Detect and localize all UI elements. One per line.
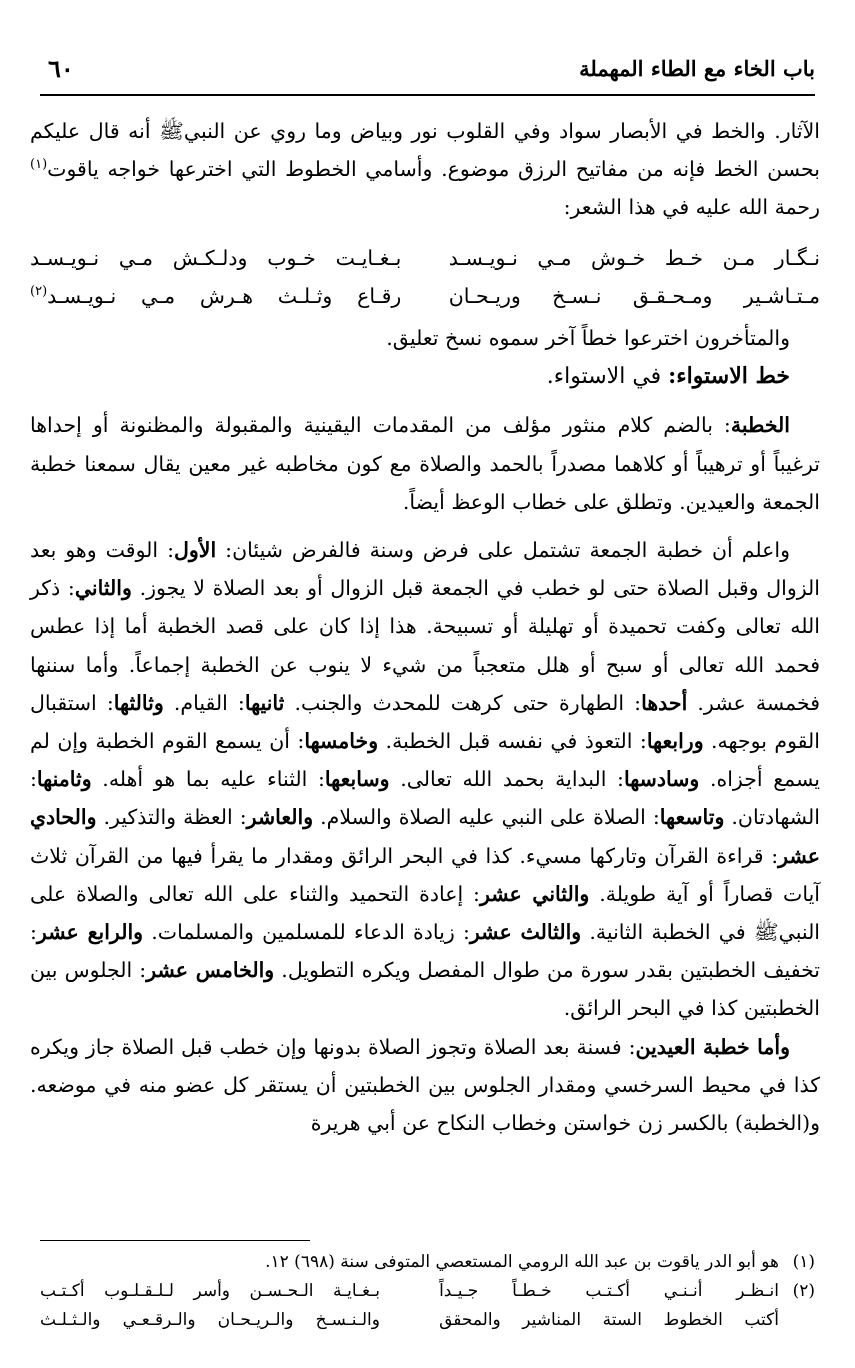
verse-hemistich-right: نـگـار مـن خـط خـوش مـي نـويـسـد <box>448 245 820 270</box>
verse-block <box>30 239 820 315</box>
entry-khutbat-al-eidayn: وأما خطبة العيدين: فسنة بعد الصلاة وتجوز الصلاة بدونها وإن خطب قبل الصلاة جاز ويكره كذا في محيط السرخسي ومقدار الجلوس بين الخطبتين أن يستقر كل عضو منه في موضعه. و(الخطبة) بالكسر زن خواستن وخطاب النكاح عن أبي هريرة <box>30 1034 820 1136</box>
footnote-separator <box>40 1240 310 1241</box>
footnote-verse-line: أكتب الخطوط الستة المناشير والمحقق والـنـسـخ والـريـحـان والـرقـعـي والـثـلـث <box>40 1310 779 1330</box>
entry-term: وأما خطبة العيدين <box>635 1034 791 1059</box>
running-title: باب الخاء مع الطاء المهملة <box>579 56 815 81</box>
footnote-number: (١) <box>792 1252 815 1272</box>
entry-khutba: الخطبة: بالضم كلام منثور مؤلف من المقدمات اليقينية والمقبولة والمظنونة أو إحداها ترغيباً أو ترهيباً أو كلاهما مصدراً بالحمد والصلاة مع كون مخاطبه غير معين يقال سمعنا خطبة الجمعة والعيدين. وتطلق على خطاب الوعظ أيضاً. <box>30 413 820 514</box>
verse-line <box>30 277 820 315</box>
paragraph-mutaakhkhirun: والمتأخرون اخترعوا خطاً آخر سموه نسخ تعليق. <box>386 326 790 351</box>
page-header <box>40 50 815 96</box>
entry-khatt-al-istiwa: خط الاستواء: في الاستواء. <box>546 363 790 390</box>
verse-hemistich-right: مـتـاشـير ومـحـقـق نـسـخ وريـحـان <box>448 283 820 308</box>
body-text <box>30 112 820 1142</box>
paragraph-jumuah-sermon: واعلم أن خطبة الجمعة تشتمل على فرض وسنة فالفرض شيئان: الأول: الوقت وهو بعد الزوال وقبل الصلاة حتى لو خطب في الجمعة قبل الزوال أو بعد الصلاة لا يجوز. والثاني: ذكر الله تعالى وكفت تحميدة أو تهليلة أو تسبيحة. هذا إذا كان على قصد الخطبة أما إذا عطس فحمد الله تعالى أو سبح أو هلل متعجباً من شيء لا ينوب عن الخطبة إجماعاً. وأما سننها فخمسة عشر. أحدها: الطهارة حتى كرهت للمحدث والجنب. ثانيها: القيام. وثالثها: استقبال القوم بوجهه. ورابعها: التعوذ في نفسه قبل الخطبة. وخامسها: أن يسمع القوم الخطبة وإن لم يسمع أجزاه. وسادسها: البداية بحمد الله تعالى. وسابعها: الثناء عليه بما هو أهله. وثامنها: الشهادتان. وتاسعها: الصلاة على النبي عليه الصلاة والسلام. والعاشر: العظة والتذكير. والحادي عشر: قراءة القرآن وتاركها مسيء. كذا في البحر الرائق ومقدار ما يقرأ فيها من القرآن ثلاث آيات قصاراً أو آية طويلة. والثاني عشر: إعادة التحميد والثناء على الله تعالى والصلاة على النبيﷺ في الخطبة الثانية. والثالث عشر: زيادة الدعاء للمسلمين والمسلمات. والرابع عشر: تخفيف الخطبتين بقدر سورة من طوال المفصل ويكره التطويل. والخامس عشر: الجلوس بين الخطبتين كذا في البحر الرائق. <box>30 538 821 1021</box>
entry-term: الخطبة <box>730 413 790 438</box>
footnote-1 <box>40 1248 815 1277</box>
footnote-number: (٢) <box>792 1281 815 1301</box>
verse-hemistich-left: بـغـايـت خـوب ودلـكـش مـي نـويـسـد <box>30 245 402 270</box>
footnotes <box>40 1248 815 1335</box>
footnote-marker-2: (٢) <box>30 283 48 299</box>
footnote-2 <box>40 1277 815 1306</box>
verse-line <box>30 239 820 277</box>
entry-term: خط الاستواء: <box>668 363 790 390</box>
paragraph-khatt: الآثار. والخط في الأبصار سواد وفي القلوب نور وبياض وما روي عن النبيﷺ أنه قال عليكم بحسن الخط فإنه من مفاتيح الرزق موضوع. وأسامي الخطوط التي اخترعها خواجه ياقوت$^{(١)}$ رحمة الله عليه في هذا الشعر: <box>30 119 820 220</box>
footnote-text: هو أبو الدر ياقوت بن عبد الله الرومي المستعصي المتوفى سنة (٦٩٨) ١٢. <box>265 1252 779 1272</box>
footnote-marker-1: (١) <box>30 157 48 173</box>
footnote-verse-line: انـظـر أنـنـي أكـتـب خـطـاً جـيـداً بـغـايـة الـحـسـن وأسر لـلـقـلـوب أكـتـب <box>40 1281 779 1301</box>
page-number: ٦٠ <box>48 54 74 83</box>
verse-hemistich-left: رقـاع وثـلـث هـرش مـي نـويـسـد$^{(٢)}$ <box>30 283 402 308</box>
